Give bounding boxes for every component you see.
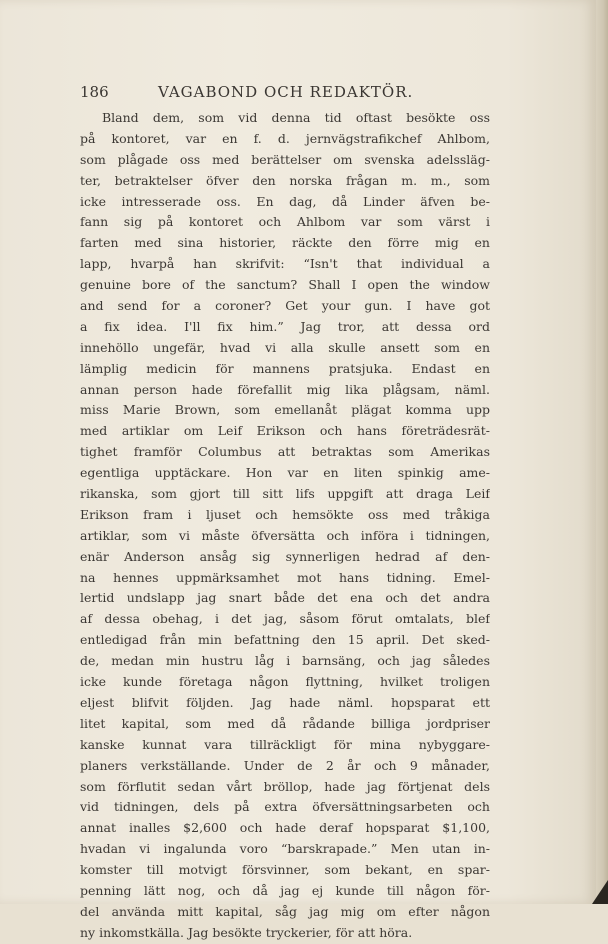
text-line: annan person hade förefallit mig lika plågsam, näml. [80,381,490,397]
text-line: vid tidningen, dels på extra öfversättningsarbeten och [80,799,490,815]
text-line: komster till motvigt försvinner, som bekant, en spar- [80,862,490,878]
page-header [80,80,490,104]
text-line: med artiklar om Leif Erikson och hans företrädesrät- [80,423,490,439]
text-line: icke intresserade oss. En dag, då Linder äfven be- [80,193,490,209]
text-line: af dessa obehag, i det jag, såsom förut omtalats, blef [80,611,490,627]
text-line: de, medan min hustru låg i barnsäng, och jag således [80,653,490,669]
text-line: eljest blifvit följden. Jag hade näml. hopsparat ett [80,694,490,710]
text-line: farten med sina historier, räckte den förre mig en [80,235,490,251]
text-line: lapp, hvarpå han skrifvit: “Isn't that individual a [80,256,490,272]
text-line: artiklar, som vi måste öfversätta och införa i tidningen, [80,527,490,543]
text-line: som förflutit sedan vårt bröllop, hade jag förtjenat dels [80,778,490,794]
text-line: Erikson fram i ljuset och hemsökte oss med tråkiga [80,506,490,522]
text-line: litet kapital, som med då rådande billiga jordpriser [80,715,490,731]
text-line: enär Anderson ansåg sig synnerligen hedrad af den- [80,548,490,564]
text-line: egentliga upptäckare. Hon var en liten spinkig ame- [80,465,490,481]
body-text [80,108,490,944]
text-line: fann sig på kontoret och Ahlbom var som värst i [80,214,490,230]
text-line: annat inalles $2,600 och hade deraf hopsparat $1,100, [80,820,490,836]
text-line: del använda mitt kapital, såg jag mig om efter någon [80,903,490,919]
text-line: and send for a coroner? Get your gun. I have got [80,298,490,314]
text-line: entledigad från min befattning den 15 april. Det sked- [80,632,490,648]
text-line: på kontoret, var en f. d. jernvägstrafikchef Ahlbom, [80,130,490,146]
text-line: lämplig medicin för mannens pratsjuka. Endast en [80,360,490,376]
text-line: rikanska, som gjort till sitt lifs uppgift att draga Leif [80,486,490,502]
text-line: icke kunde företaga någon flyttning, hvilket troligen [80,674,490,690]
text-line: planers verkställande. Under de 2 år och 9 månader, [80,757,490,773]
text-line: ter, betraktelser öfver den norska frågan m. m., som [80,172,490,188]
text-line: miss Marie Brown, som emellanåt plägat komma upp [80,402,490,418]
text-line: penning lätt nog, och då jag ej kunde till någon för- [80,882,490,898]
text-line: ny inkomstkälla. Jag besökte tryckerier, för att höra. [80,924,413,940]
running-head: VAGABOND OCH REDAKTÖR. [158,83,414,101]
page-edge [596,0,608,904]
text-line: hvadan vi ingalunda voro “barskrapade.” Men utan in- [80,841,490,857]
text-line: na hennes uppmärksamhet mot hans tidning. Emel- [80,569,490,585]
text-line: innehöllo ungefär, hvad vi alla skulle ansett som en [80,339,490,355]
text-line: kanske kunnat vara tillräckligt för mina nybyggare- [80,736,490,752]
corner-mark [592,880,608,904]
text-line: genuine bore of the sanctum? Shall I open the window [80,277,490,293]
text-line: Bland dem, som vid denna tid oftast besökte oss [102,110,490,125]
text-line: som plågade oss med berättelser om svenska adelssläg- [80,151,490,167]
page-number: 186 [80,83,109,101]
text-line: a fix idea. I'll fix him.” Jag tror, att dessa ord [80,318,490,334]
text-line: lertid undslapp jag snart både det ena och det andra [80,590,490,606]
text-line: tighet framför Columbus att betraktas som Amerikas [80,444,490,460]
